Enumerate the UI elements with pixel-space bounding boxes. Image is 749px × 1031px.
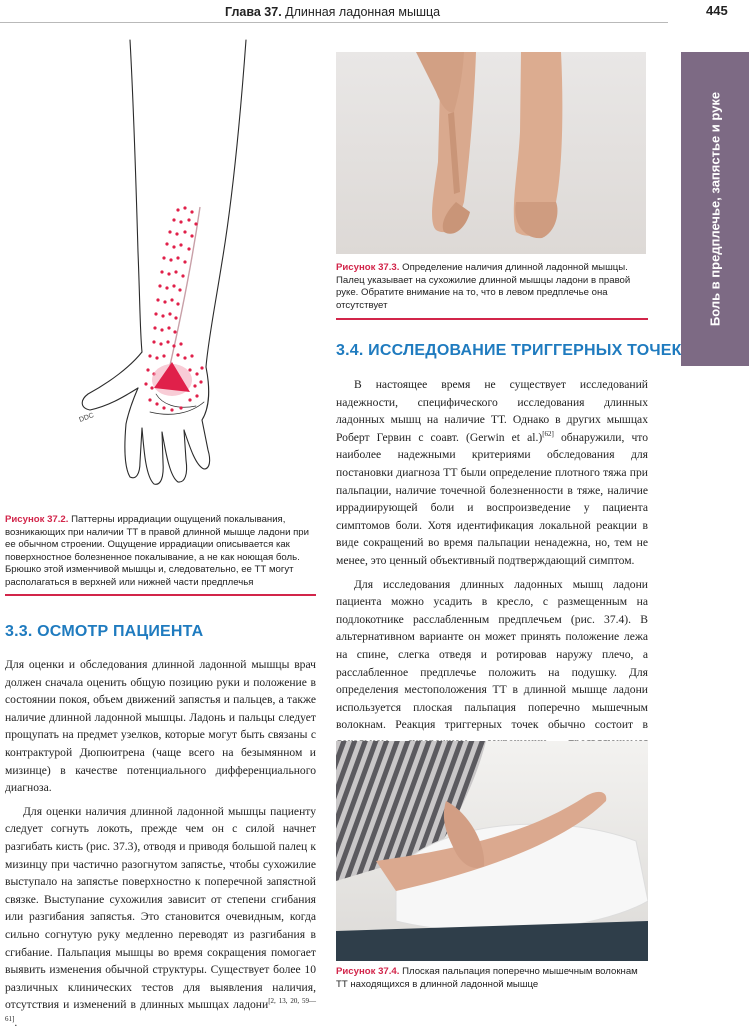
caption-text: Паттерны иррадиации ощущений покалывания, возникающих при наличии ТТ в правой длинной мышце ладони при ее обычном строении. Ощущение иррадиации описывается как поверхностное болезненное покалывание, а не как ноющая боль. Брюшко этой изменчивой мышцы и, следовательно, ее ТТ могут располагаться в верхней или нижней части предплечья [5,514,309,588]
palpation-illustration [336,741,648,961]
figure-37-2-caption [5,514,316,589]
paragraph: Для оценки и обследования длинной ладонной мышцы врач должен сначала оценить общую позицию руки и положение в состоянии покоя, объем движений запястья и пальцев, а также наличие длинной ладонной мышцы. Ладонь и пальцы следует прощупать на предмет узелков, которые могут быть связаны с контрактурой Дюпюитрена (чаще всего на безымянном и мизинце) в качестве потенциального дифференциального диагноза. [5,658,316,795]
artist-signature: DDC [78,412,95,424]
figure-37-4-caption [336,966,648,991]
figure-37-4-photo [336,741,648,961]
section-3-3-body [5,656,316,1031]
side-tab [681,52,749,366]
figure-37-2-forearm-illustration [50,22,310,502]
citation: [2, 13, 20, 59—61] [5,997,316,1024]
caption-label: Рисунок 37.3. [336,262,400,273]
caption-text: Определение наличия длинной ладонной мышцы. Палец указывает на сухожилие длинной мышцы ладони в правой руке. Обратите внимание на то, что в левом предплечье она отсутствует [336,262,631,311]
caption-divider [5,594,316,596]
paragraph: В настоящее время не существует исследований надежности, специфического исследования длинных ладонных мышц на наличие ТТ. Однако в других мышцах Роберт Гервин с соавт. (Gerwin et al.)[62] обнаружили, что наиболее надежными критериями обследования для постановки диагноза ТТ были определение плотного тяжа при пальпации, наличие точечной болезненности в тяже, наличие иррадиирующей боли и воспроизведение у пациента симптомов боли. Хотя идентификация локальной реакции в виде сокращений во время пальпации ненадежна, но, тем не менее, это ценный объективный подтверждающий симптом. [336,378,648,567]
caption-label: Рисунок 37.4. [336,966,400,977]
running-header [225,5,440,19]
paragraph: Для исследования длинных ладонных мышц ладони пациента можно усадить в кресло, с размещенным на подлокотнике расслабленным предплечьем (рис. 37.4). В альтернативном варианте он может принять положение лежа на спине, слегка отведя и ротировав наружу плечо, а расслабленное предплечье положить на подушку. Для определения местоположения ТТ в длинной мышце ладони используется плоская пальпация поперечно мышечным волокнам. Реакция триггерных точек обычно состоит в [336,577,648,732]
section-3-3-title: 3.3. ОСМОТР ПАЦИЕНТА [5,623,204,640]
figure-37-3-caption [336,262,648,312]
citation: [62] [542,429,554,438]
figure-37-3-photo [336,52,646,254]
caption-label: Рисунок 37.2. [5,514,69,525]
caption-divider [336,318,648,320]
side-tab-label: Боль в предплечье, запястье и руке [707,91,723,327]
chapter-label: Глава 37. [225,5,282,19]
caption-text: Плоская пальпация поперечно мышечным волокнам ТТ находящихся в длинной ладонной мышце [336,966,638,990]
section-3-4-body [336,376,648,769]
chapter-title: Длинная ладонная мышца [285,5,441,19]
page-number: 445 [706,3,728,18]
section-3-4-title: 3.4. ИССЛЕДОВАНИЕ ТРИГГЕРНЫХ ТОЧЕК [336,342,682,359]
wrists-illustration [336,52,646,254]
paragraph: Для оценки наличия длинной ладонной мышцы пациенту следует согнуть локоть, прежде чем он с силой начнет разгибать кисть (рис. 37.3), отводя и приводя большой палец к мизинцу при частично разогнутом запястье, чтобы сухожилие выступало на запястье поверхностно к поперечной запястной связке. Выступание сухожилия зависит от степени сгибания или разгибания запястья. Это становится очевидным, когда сильно согнутую руку медленно переводят из разгибания в сгибание. Пальпация мышцы во время сокращения помогает выявить изменения обычной структуры. Существует более 10 различных клинических тестов для выявления наличия, отсутствия и изменений в длинных мышцах ладони[2, 13, 20, 59—61]. [5,804,316,1029]
